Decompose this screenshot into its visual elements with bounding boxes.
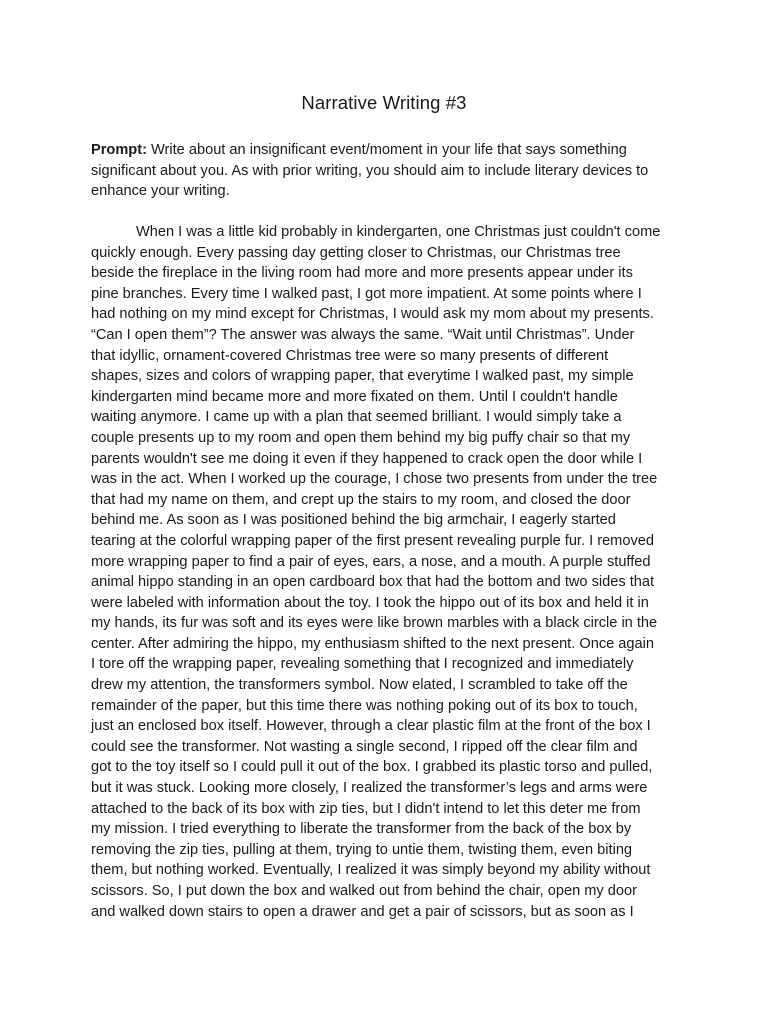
narrative-line: beside the fireplace in the living room had more and more presents appear under its [91, 265, 633, 282]
narrative-line: could see the transformer. Not wasting a single second, I ripped off the clear film and [91, 738, 638, 755]
narrative-line: was in the act. When I worked up the courage, I chose two presents from under the tree [91, 471, 658, 488]
narrative-line: behind me. As soon as I was positioned behind the big armchair, I eagerly started [91, 512, 616, 529]
narrative-line: parents wouldn't see me doing it even if they happened to crack open the door while I [91, 450, 643, 467]
narrative-line: and walked down stairs to open a drawer and get a pair of scissors, but as soon as I [91, 903, 634, 920]
narrative-line: scissors. So, I put down the box and walked out from behind the chair, open my door [91, 883, 637, 899]
narrative-line: tearing at the colorful wrapping paper of the first present revealing purple fur. I removed [91, 532, 654, 549]
narrative-line: but it was stuck. Looking more closely, I realized the transformer’s legs and arms were [91, 780, 648, 797]
prompt-label: Prompt: [91, 142, 147, 158]
prompt-line: significant about you. As with prior writing, you should aim to include literary devices to [91, 162, 649, 179]
narrative-line: just an enclosed box itself. However, through a clear plastic film at the front of the box I [91, 718, 651, 735]
narrative-line: that idyllic, ornament-covered Christmas tree were so many presents of different [91, 347, 609, 364]
narrative-line: quickly enough. Every passing day getting closer to Christmas, our Christmas tree [91, 244, 621, 261]
narrative-line: I tore off the wrapping paper, revealing something that I recognized and immediately [91, 656, 634, 673]
narrative-line: When I was a little kid probably in kindergarten, one Christmas just couldn't come [136, 224, 661, 240]
narrative-line: were labeled with information about the toy. I took the hippo out of its box and held it in [91, 594, 649, 611]
narrative-line: center. After admiring the hippo, my enthusiasm shifted to the next present. Once again [91, 635, 654, 652]
narrative-line: animal hippo standing in an open cardboard box that had the bottom and two sides that [91, 574, 655, 591]
narrative-line: couple presents up to my room and open them behind my big puffy chair so that my [91, 429, 631, 446]
narrative-line: drew my attention, the transformers symbol. Now elated, I scrambled to take off the [91, 677, 628, 694]
narrative-line: them, but nothing worked. Eventually, I realized it was simply beyond my ability without [91, 862, 651, 879]
narrative-line: remainder of the paper, but this time there was nothing poking out of its box to touch, [91, 697, 638, 714]
narrative-line: waiting anymore. I came up with a plan that seemed brilliant. I would simply take a [91, 409, 622, 426]
narrative-line: got to the toy itself so I could pull it out of the box. I grabbed its plastic torso and pulled, [91, 759, 653, 776]
narrative-line: my hands, its fur was soft and its eyes were like brown marbles with a black circle in the [91, 615, 658, 632]
prompt-line [91, 140, 681, 161]
narrative-line: shapes, sizes and colors of wrapping paper, that everytime I walked past, my simple [91, 368, 634, 385]
narrative-line: more wrapping paper to find a pair of eyes, ears, a nose, and a mouth. A purple stuffed [91, 553, 651, 570]
prompt-line: enhance your writing. [91, 183, 230, 200]
narrative-line: removing the zip ties, pulling at them, trying to untie them, twisting them, even biting [91, 841, 633, 858]
narrative-line: had nothing on my mind except for Christmas, I would ask my mom about my presents. [91, 306, 654, 323]
narrative-line: kindergarten mind became more and more fixated on them. Until I couldn't handle [91, 388, 618, 405]
narrative-paragraph [91, 222, 681, 922]
narrative-line: attached to the back of its box with zip ties, but I didn't intend to let this deter me from [91, 800, 641, 817]
narrative-line: my mission. I tried everything to liberate the transformer from the back of the box by [91, 821, 632, 838]
prompt-paragraph [91, 140, 681, 202]
narrative-line: “Can I open them”? The answer was always the same. “Wait until Christmas”. Under [91, 326, 635, 343]
narrative-line: that had my name on them, and crept up the stairs to my room, and closed the door [91, 491, 631, 508]
narrative-line: pine branches. Every time I walked past, I got more impatient. At some points where I [91, 285, 642, 302]
prompt-text: Write about an insignificant event/moment in your life that says something [146, 142, 627, 158]
document-title: Narrative Writing #3 [301, 92, 467, 113]
